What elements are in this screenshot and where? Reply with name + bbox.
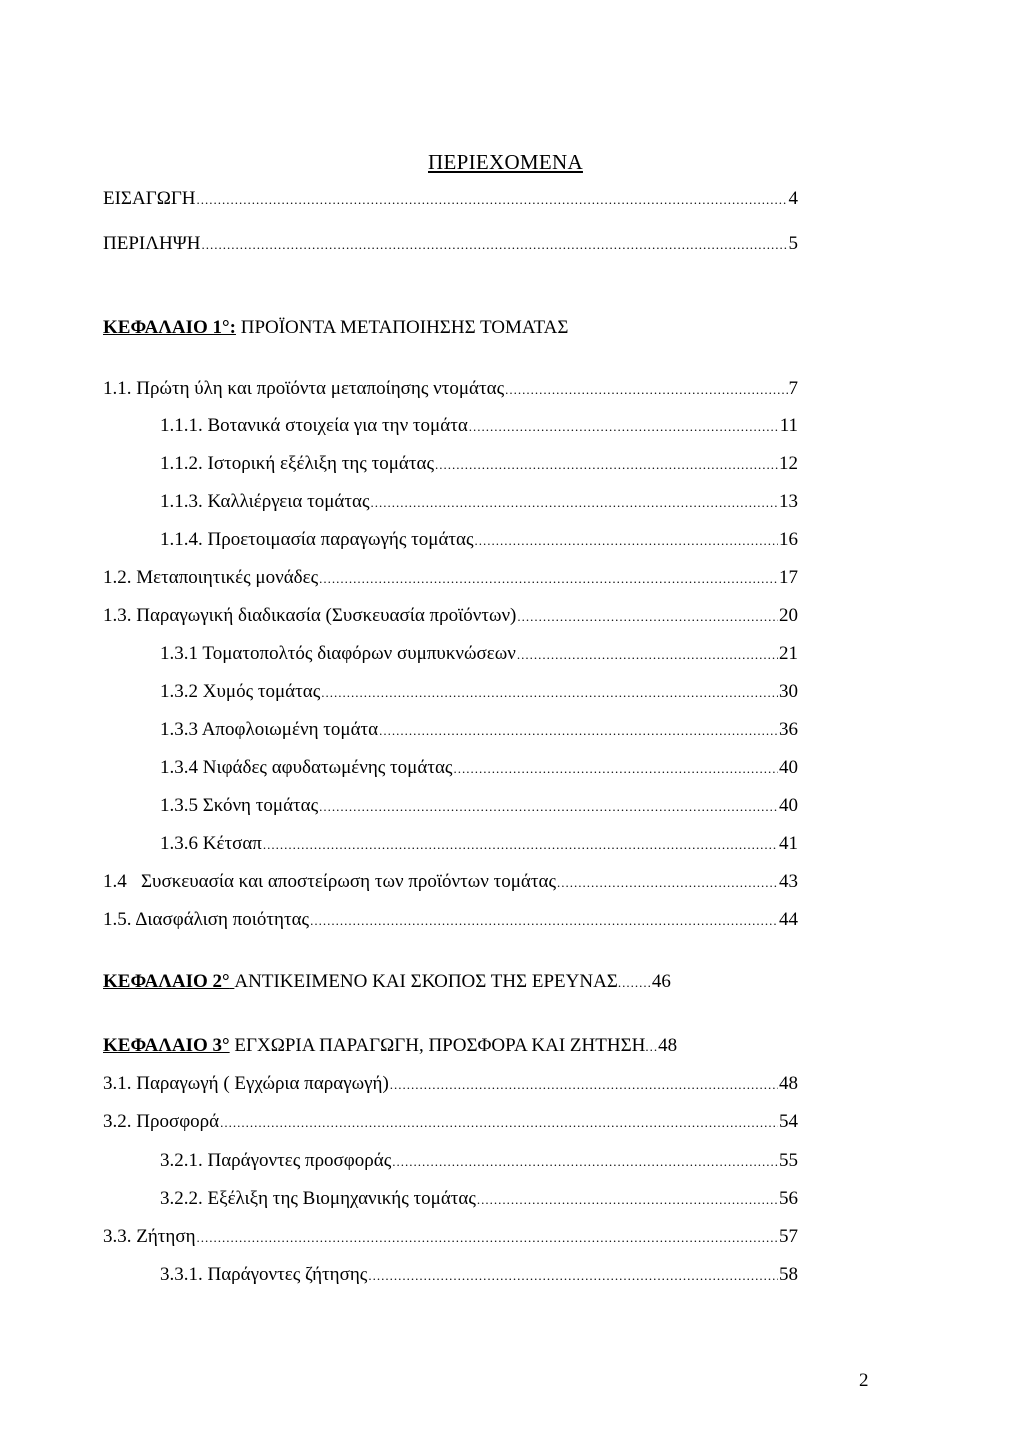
- toc-entry-label: 1.3.3 Αποφλοιωμένη τομάτα: [160, 719, 379, 740]
- leader-dots: [263, 836, 778, 854]
- toc-entry: [160, 1187, 798, 1211]
- leader-dots: [435, 456, 778, 474]
- toc-entry-label: 1.3.1 Τοματοπολτός διαφόρων συμπυκνώσεων: [160, 643, 516, 664]
- chapter-page: 46: [651, 971, 671, 992]
- toc-entry: [160, 718, 798, 742]
- toc-entry-label: 1.1.4. Προετοιμασία παραγωγής τομάτας: [160, 529, 474, 550]
- toc-entry: [103, 566, 798, 590]
- leader-dots: [390, 1076, 778, 1094]
- toc-entry-page: 40: [779, 795, 798, 816]
- toc-entry: [103, 908, 798, 932]
- toc-entry-page: 40: [779, 757, 798, 778]
- leader-dots: [201, 236, 787, 254]
- toc-entry-label: 3.2.1. Παράγοντες προσφοράς: [160, 1150, 392, 1171]
- chapter-label: ΚΕΦΑΛΑΙΟ 2°: [103, 971, 230, 992]
- leader-dots: [368, 1267, 778, 1285]
- leader-dots: [371, 494, 779, 512]
- toc-entry-page: 48: [779, 1073, 798, 1094]
- toc-entry-label: 1.1.3. Καλλιέργεια τομάτας: [160, 491, 370, 512]
- leader-dots: [505, 381, 787, 399]
- toc-entry-page: 13: [779, 491, 798, 512]
- toc-entry-page: 57: [779, 1226, 798, 1247]
- toc-entry: [103, 1225, 798, 1249]
- toc-entry-page: 58: [779, 1264, 798, 1285]
- toc-entry: [160, 1149, 798, 1173]
- toc-entry-summary: [103, 232, 798, 256]
- chapter-title: ΕΓΧΩΡΙΑ ΠΑΡΑΓΩΓΗ, ΠΡΟΣΦΟΡΑ ΚΑΙ ΖΗΤΗΣΗ: [234, 1035, 646, 1056]
- toc-entry: [103, 377, 798, 401]
- toc-entry: [103, 604, 798, 628]
- chapter-title: ΠΡΟΪΟΝΤΑ ΜΕΤΑΠΟΙΗΣΗΣ ΤΟΜΑΤΑΣ: [240, 317, 569, 338]
- toc-entry-label: 1.3.2 Χυμός τομάτας: [160, 681, 321, 702]
- toc-entry-page: 4: [788, 188, 798, 209]
- leader-dots: [517, 646, 778, 664]
- toc-entry: [160, 832, 798, 856]
- toc-entry-page: 7: [788, 378, 798, 399]
- toc-entry-page: 11: [779, 415, 798, 436]
- chapter-page: 48: [658, 1035, 678, 1056]
- leader-dots: [477, 1191, 778, 1209]
- leader-dots: [469, 418, 779, 436]
- toc-entry-label: 3.3.1. Παράγοντες ζήτησης: [160, 1264, 368, 1285]
- toc-entry-label: 1.4 Συσκευασία και αποστείρωση των προϊόντων τομάτας: [103, 871, 556, 892]
- toc-entry-label: 1.3.4 Νιφάδες αφυδατωμένης τομάτας: [160, 757, 453, 778]
- toc-entry-label: ΠΕΡΙΛΗΨΗ: [103, 233, 201, 254]
- toc-entry-page: 41: [779, 833, 798, 854]
- toc-entry: [160, 756, 798, 780]
- chapter-label: ΚΕΦΑΛΑΙΟ 1°:: [103, 317, 236, 338]
- toc-entry: [160, 490, 798, 514]
- toc-entry-label: 1.3.6 Κέτσαπ: [160, 833, 262, 854]
- chapter-2-heading: [103, 970, 671, 995]
- toc-entry-page: 17: [779, 567, 798, 588]
- toc-entry-label: 3.2. Προσφορά: [103, 1111, 220, 1132]
- toc-entry: [103, 1072, 798, 1096]
- toc-entry: [160, 794, 798, 818]
- chapter-3-heading: [103, 1034, 677, 1059]
- toc-entry: [160, 1263, 798, 1287]
- leader-dots: [453, 760, 778, 778]
- toc-entry-label: ΕΙΣΑΓΩΓΗ: [103, 188, 196, 209]
- leader-dots: ........: [617, 975, 652, 990]
- leader-dots: [310, 912, 778, 930]
- toc-entry: [160, 414, 798, 438]
- toc-entry-page: 54: [779, 1111, 798, 1132]
- toc-entry: [103, 870, 798, 894]
- chapter-1-heading: [103, 316, 568, 340]
- toc-entry: [160, 642, 798, 666]
- leader-dots: [475, 532, 778, 550]
- toc-entry-introduction: [103, 187, 798, 211]
- toc-entry-label: 1.5. Διασφάλιση ποιότητας: [103, 909, 310, 930]
- leader-dots: [197, 1229, 778, 1247]
- toc-entry-page: 44: [779, 909, 798, 930]
- leader-dots: [319, 798, 778, 816]
- page-title: ΠΕΡΙΕΧΟΜΕΝΑ: [428, 150, 583, 174]
- toc-entry-label: 1.1.2. Ιστορική εξέλιξη της τομάτας: [160, 453, 434, 474]
- toc-entry-label: 1.2. Μεταποιητικές μονάδες: [103, 567, 319, 588]
- toc-entry: [160, 680, 798, 704]
- toc-entry-label: 1.3.5 Σκόνη τομάτας: [160, 795, 319, 816]
- leader-dots: [321, 684, 778, 702]
- leader-dots: [220, 1114, 778, 1132]
- toc-entry-label: 1.1.1. Βοτανικά στοιχεία για την τομάτα: [160, 415, 468, 436]
- leader-dots: [557, 874, 778, 892]
- toc-entry: [103, 1110, 798, 1134]
- toc-entry-label: 3.3. Ζήτηση: [103, 1226, 196, 1247]
- page-number: 2: [859, 1370, 869, 1391]
- toc-entry-page: 21: [779, 643, 798, 664]
- toc-entry-page: 20: [779, 605, 798, 626]
- leader-dots: [379, 722, 778, 740]
- leader-dots: [197, 191, 788, 209]
- toc-entry: [160, 452, 798, 476]
- leader-dots: [392, 1153, 778, 1171]
- toc-entry-page: 5: [788, 233, 798, 254]
- chapter-title: ΑΝΤΙΚΕΙΜΕΝΟ ΚΑΙ ΣΚΟΠΟΣ ΤΗΣ ΕΡΕΥΝΑΣ: [234, 971, 618, 992]
- toc-entry-label: 3.1. Παραγωγή ( Εγχώρια παραγωγή): [103, 1073, 389, 1094]
- leader-dots: ...: [645, 1039, 659, 1054]
- toc-entry-page: 12: [779, 453, 798, 474]
- leader-dots: [319, 570, 778, 588]
- toc-entry-label: 3.2.2. Εξέλιξη της Βιομηχανικής τομάτας: [160, 1188, 476, 1209]
- toc-entry-label: 1.3. Παραγωγική διαδικασία (Συσκευασία προϊόντων): [103, 605, 517, 626]
- chapter-label: ΚΕΦΑΛΑΙΟ 3°: [103, 1035, 230, 1056]
- toc-entry-page: 36: [779, 719, 798, 740]
- toc-entry-page: 16: [779, 529, 798, 550]
- toc-entry-page: 55: [779, 1150, 798, 1171]
- leader-dots: [517, 608, 778, 626]
- toc-entry-page: 56: [779, 1188, 798, 1209]
- toc-entry-page: 43: [779, 871, 798, 892]
- toc-entry: [160, 528, 798, 552]
- toc-entry-label: 1.1. Πρώτη ύλη και προϊόντα μεταποίησης ντομάτας: [103, 378, 505, 399]
- toc-entry-page: 30: [779, 681, 798, 702]
